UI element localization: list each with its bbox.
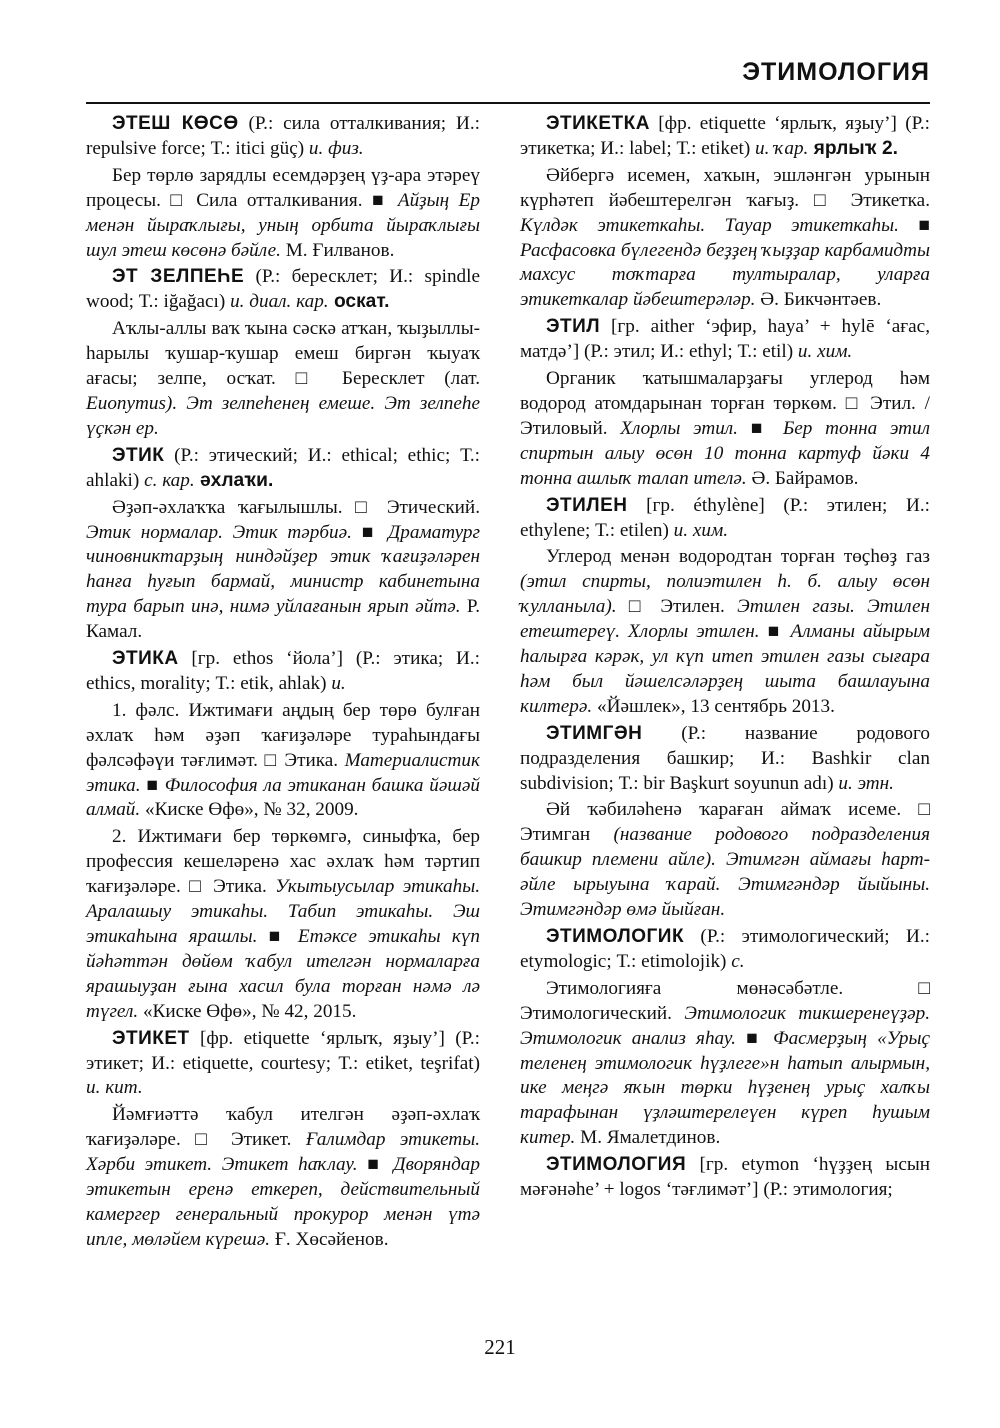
source: Ғ. Хөсәйенов. xyxy=(270,1228,389,1250)
definition-text: 2. Ижтимағи бер төркөмгә, синыфҡа, бер профессия кешеләренә хас әхлаҡ һәм тәртип ҡағиҙәләре. □ Этика. xyxy=(86,826,480,898)
source: М. Ямалетдинов. xyxy=(575,1127,721,1149)
source: Р. Камал. xyxy=(86,596,480,643)
grammar: [гр. ethos ‘йола’] (Р.: этика; И.: ethics, morality; Т.: etik, ahlak) xyxy=(86,648,480,694)
grammar: (Р.: этический; И.: ethical; ethic; Т.: ahlaki) xyxy=(86,444,480,491)
marks: с. xyxy=(731,950,745,972)
example: Этимологик тикшеренеүҙәр. Этимологик анализ яһау. ■ Фасмерҙың «Урыҫ теленең этимологик һүҙлеге»н һатып алырмын, ике меңгә яҡын төрки һүҙенең урыҫ халҡы тарафынан үҙләштерелеүен күреп һушым китер. xyxy=(520,1002,930,1149)
headword: ЭТЕШ КӨСӨ xyxy=(112,113,239,134)
marks: и. этн. xyxy=(838,772,894,794)
definition xyxy=(520,367,930,492)
grammar: [фр. etiquette ‘ярлыҡ, яҙыу’] (Р.: этикет; И.: etiquette, courtesy; Т.: etiket, teşrifat) xyxy=(86,1027,480,1074)
definition xyxy=(86,496,480,645)
cross-ref: әхлаҡи. xyxy=(194,469,274,491)
example: Айҙың Ер менән йыраҡлығы, уның орбита йыраҡлығы шул этеш көсөнә бәйле. xyxy=(86,189,480,261)
definition xyxy=(520,545,930,719)
headword: ЭТИКА xyxy=(112,648,179,670)
grammar: [гр. aither ‘эфир, haya’ + hylē ‘ағас, матдә’] (Р.: этил; И.: ethyl; Т.: etil) xyxy=(520,316,930,363)
entry-head xyxy=(86,647,480,697)
marks: и. хим. xyxy=(797,341,853,363)
headword: ЭТИКЕТ xyxy=(112,1027,190,1049)
marks: и. диал. кар. xyxy=(230,291,329,313)
source: Ә. Байрамов. xyxy=(746,467,859,489)
definition xyxy=(520,164,930,313)
headword: ЭТИМОЛОГИК xyxy=(546,926,685,947)
definition-text: Этимологияға мөнәсәбәтле. □ Этимологический. xyxy=(520,977,930,1024)
entry-head xyxy=(86,112,480,162)
definition xyxy=(86,1103,480,1252)
example: Ғалимдар этикеты. Хәрби этикет. Этикет һаҡлау. ■ Дворяндар этикетын еренә еткереп, действительный камергер генеральный прокурор менән үтә ипле, мөләйем күрешә. xyxy=(86,1129,480,1250)
definition xyxy=(86,699,480,824)
example: Этилен газы. Этилен етештереү. Хлорлы этилен. ■ Алманы айырым һалырға кәрәк, ул күп итеп этилен газы сығара һәм был йәшелсәләрҙең шыта башлауына килтерә. xyxy=(520,596,930,717)
cross-ref: ярлыҡ 2. xyxy=(808,137,898,159)
example: Укытыусылар этикаһы. Аралашыу этикаһы. Табип этикаһы. Эш этикаһына ярашлы. ■ Етәксе этикаһы күп йәһәттән дөйөм ҡабул ителгән нормаларға ярашыуҙан ғына хасил була торған нәмә лә түгел. xyxy=(86,876,480,1022)
example: Этик нормалар. Этик тәрбиә. ■ Драматург чиновниктарҙың ниндәйҙер этик ҡағиҙәләрен һанға һуғып бармай, министр кабинетына тура барып инә, нимә уйлағанын ярып әйтә. xyxy=(86,521,480,618)
marks: и. ҡар. xyxy=(755,137,809,159)
source: «Киске Өфө», № 42, 2015. xyxy=(138,1000,357,1022)
example: (этил спирты, полиэтилен һ. б. алыу өсөн ҡулланыла). xyxy=(520,571,930,618)
headword: ЭТИЛЕН xyxy=(546,494,628,516)
source: «Йәшлек», 13 сентябрь 2013. xyxy=(592,695,835,717)
grammar: [гр. etymon ‘һүҙҙең ысын мәғәнәһе’ + logos ‘тәғлимәт’] (Р.: этимология; xyxy=(520,1154,930,1201)
headword: ЭТИЛ xyxy=(546,316,601,338)
source: □ Этилен. xyxy=(616,596,738,618)
example: Материалистик этика. ■ Философия ла этиканан башка йәшәй алмай. xyxy=(86,749,480,821)
entry-head xyxy=(520,494,930,544)
marks: и. физ. xyxy=(308,137,364,159)
source: Ә. Бикчәнтәев. xyxy=(755,289,882,311)
definition xyxy=(86,317,480,442)
source: «Киске Өфө», № 32, 2009. xyxy=(140,799,359,821)
grammar: (Р.: этимологический; И.: etymologic; Т.: etimolojik) xyxy=(520,926,930,972)
running-header xyxy=(86,52,930,104)
grammar: [гр. éthylène] (Р.: этилен; И.: ethylene; Т.: etilen) xyxy=(520,494,930,541)
example: (название родового подразделения башкир племени айле). Этимгән аймағы һарт-әйле ырыуына ҡарай. Этимгәндәр йыйыны. Этимгәндәр өмә йыйған. xyxy=(520,824,930,921)
entry-head xyxy=(86,265,480,315)
definition-text: Углерод менән водородтан торған төҫһөҙ газ xyxy=(546,546,930,568)
marks: и. хим. xyxy=(673,519,728,541)
entry-head xyxy=(520,722,930,797)
marks: и. кит. xyxy=(86,1077,143,1099)
definition xyxy=(86,825,480,1024)
definition xyxy=(520,798,930,923)
entry-head xyxy=(86,1027,480,1102)
example: Хлорлы этил. ■ Бер тонна этил спиртын алыу өсөн 10 тонна картуф йәки 4 тонна ашлыҡ талап ителә. xyxy=(520,417,930,489)
example: Euonymus). Эт зелпеһенең емеше. Эт зелпеһе үҫкән ер. xyxy=(86,392,480,439)
definition-text: Йәмғиәттә ҡабул ителгән әҙәп-әхлаҡ ҡағиҙәләре. □ Этикет. xyxy=(86,1104,480,1151)
grammar: [фр. etiquette ‘ярлыҡ, яҙыу’] (Р.: этикетка; И.: label; Т.: etiket) xyxy=(520,113,930,159)
grammar: (Р.: название родового подразделения башкир; И.: Bashkir clan subdivision; Т.: bir Başkurt soyunun adı) xyxy=(520,722,930,794)
definition xyxy=(520,977,930,1151)
headword: ЭТИК xyxy=(112,444,165,466)
entry-head xyxy=(520,315,930,365)
left-column xyxy=(86,112,480,1255)
marks: с. кар. xyxy=(144,469,195,491)
headword: ЭТИМОЛОГИЯ xyxy=(546,1154,687,1176)
definition-text: Әҙәп-әхлаҡҡа ҡағылышлы. □ Этический. xyxy=(112,496,480,518)
headword: ЭТ ЗЕЛПЕҺЕ xyxy=(112,266,245,288)
headword: ЭТИМГӘН xyxy=(546,722,643,744)
definition-text: Аҡлы-аллы ваҡ ҡына сәскә атҡан, ҡыҙыллы-һарылы ҡушар-ҡушар емеш биргән ҡыуаҡ ағасы; зелпе, осҡат. □ Бересклет (лат. xyxy=(86,318,480,390)
entry-head xyxy=(520,112,930,162)
example: Күлдәк этикеткаһы. Тауар этикеткаһы. ■ Расфасовка бүлегендә беҙҙең ҡыҙҙар карбамидты махсус тоҡтарға тултыралар, уларға этикеткалар йәбештерәләр. xyxy=(520,214,930,311)
marks: и. xyxy=(331,672,346,694)
definition-text: Органик ҡатышмаларҙағы углерод һәм водород атомдарынан торған төркөм. □ Этил. / Этиловый. xyxy=(520,368,930,439)
definition-text: Бер төрлө зарядлы есемдәрҙең үҙ-ара этәреү процесы. □ Сила отталкивания. ■ xyxy=(86,164,480,211)
definition xyxy=(86,164,480,264)
definition-text: 1. фәлс. Ижтимағи аңдың бер төрө булған әхлаҡ һәм әҙәп ҡағиҙәләре тураһындағы фәлсәфәүи тәғлимәт. □ Этика. xyxy=(86,699,480,771)
entry-head xyxy=(520,925,930,975)
cross-ref: оскат. xyxy=(328,291,390,313)
definition-text: Әй ҡәбиләһенә ҡараған аймаҡ исеме. □ Этимган xyxy=(520,799,930,846)
definition-text: Әйбергә исемен, хаҡын, эшләнгән урынын күрһәтеп йәбештерелгән ҡағыҙ. □ Этикетка. xyxy=(520,164,930,211)
entry-head xyxy=(86,444,480,494)
page-number: 221 xyxy=(484,1335,516,1359)
grammar: (Р.: сила отталкивания; И.: repulsive force; Т.: itici güç) xyxy=(86,113,480,159)
entry-head xyxy=(520,1153,930,1203)
source: М. Ғилванов. xyxy=(280,239,395,261)
headword: ЭТИКЕТКА xyxy=(546,113,650,134)
right-column xyxy=(520,112,930,1205)
running-header-title: ЭТИМОЛОГИЯ xyxy=(742,58,930,86)
grammar: (Р.: бересклет; И.: spindle wood; Т.: iğağacı) xyxy=(86,266,480,313)
